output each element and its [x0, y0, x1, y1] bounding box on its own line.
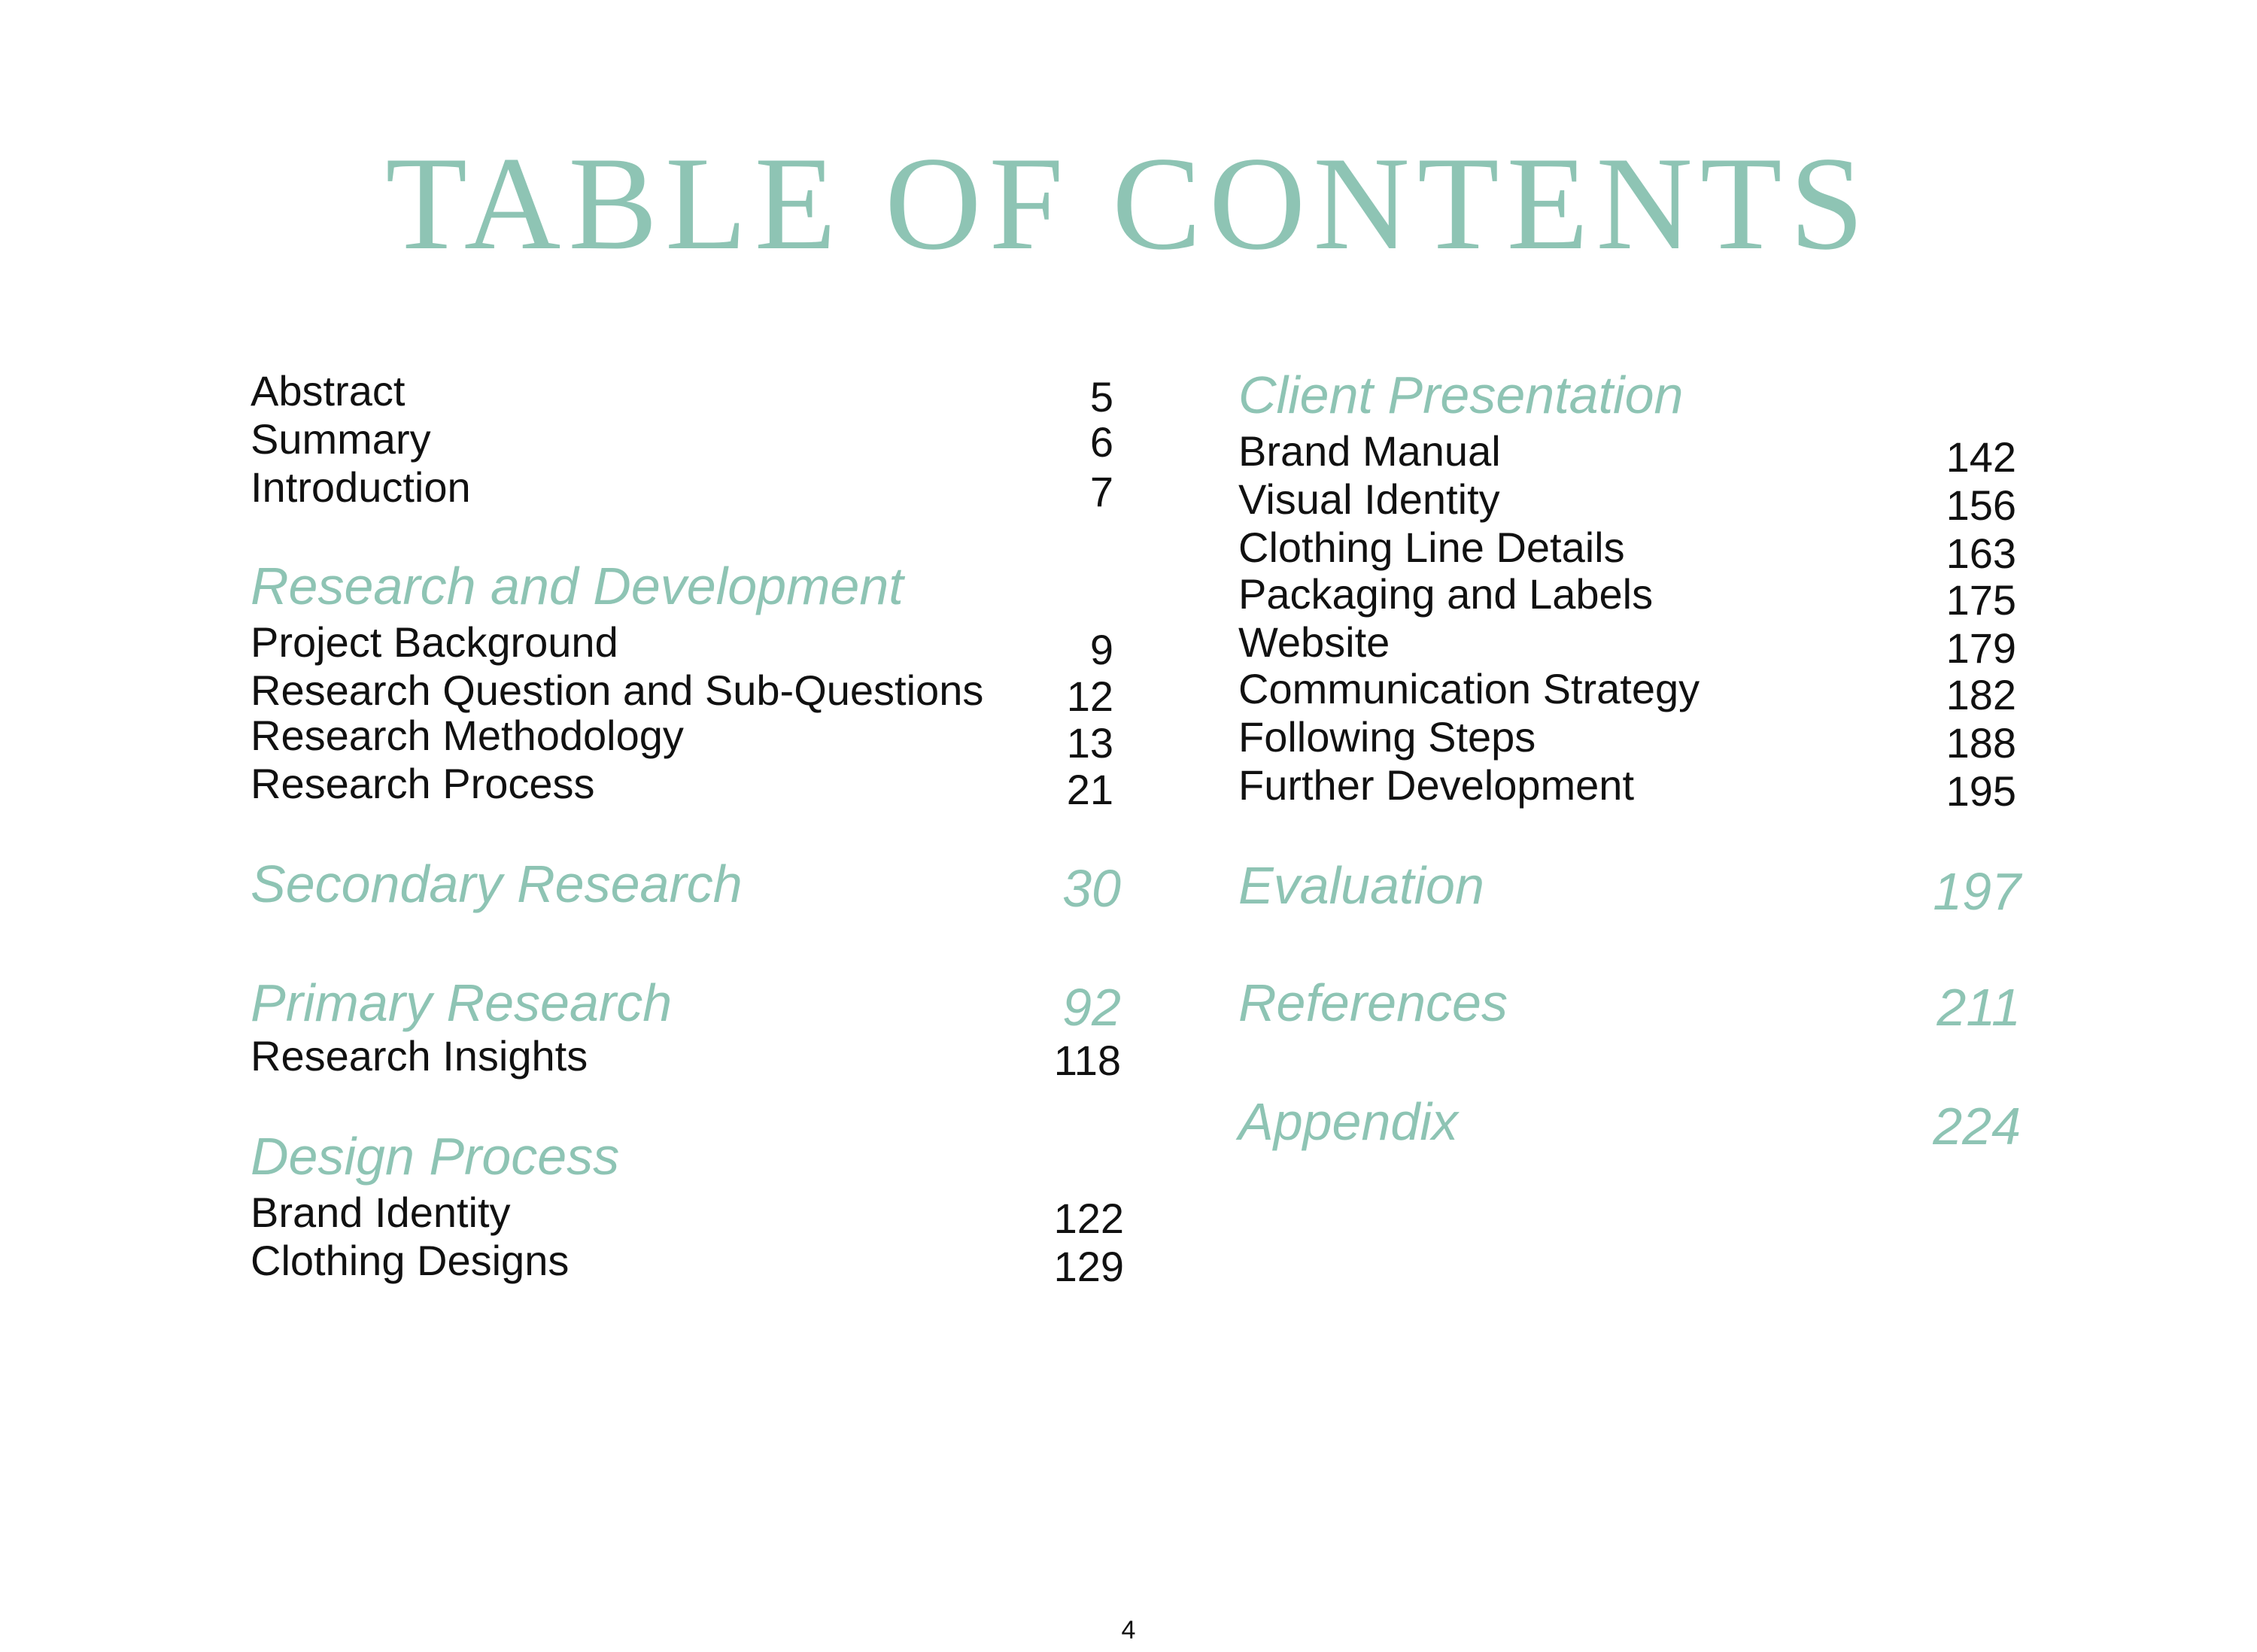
toc-section-page: 30 [1062, 859, 1121, 918]
toc-section-heading: Evaluation [1238, 856, 1484, 915]
toc-entry-page: 9 [1089, 626, 1113, 673]
toc-entry-label: Further Development [1238, 761, 1635, 809]
toc-entry-label: Following Steps [1238, 713, 1536, 761]
toc-section-page: 224 [1933, 1097, 2021, 1155]
toc-entry-page: 129 [1053, 1243, 1124, 1290]
toc-entry-label: Brand Identity [251, 1189, 511, 1236]
toc-entry-page: 142 [1946, 433, 2016, 481]
toc-entry-page: 175 [1946, 576, 2016, 624]
toc-entry-label: Summary [251, 415, 431, 463]
toc-section-heading: References [1238, 973, 1508, 1032]
toc-entry-label: Communication Strategy [1238, 665, 1700, 712]
toc-section-heading: Client Presentation [1238, 366, 1684, 424]
toc-section-page: 92 [1062, 978, 1121, 1037]
toc-entry-label: Introduction [251, 463, 471, 511]
toc-section-heading: Secondary Research [251, 855, 743, 913]
toc-entry-label: Research Process [251, 760, 595, 807]
toc-entry-page: 156 [1946, 481, 2016, 529]
toc-entry-label: Packaging and Labels [1238, 570, 1654, 618]
toc-section-heading: Research and Development [251, 557, 904, 615]
toc-entry-page: 188 [1946, 719, 2016, 767]
toc-section-heading: Appendix [1238, 1092, 1458, 1151]
toc-entry-label: Clothing Line Details [1238, 524, 1625, 571]
toc-section-heading: Design Process [251, 1127, 620, 1186]
toc-entry-page: 13 [1066, 719, 1113, 767]
toc-entry-page: 7 [1089, 468, 1113, 515]
toc-entry-page: 21 [1066, 766, 1113, 813]
toc-entry-label: Brand Manual [1238, 427, 1501, 475]
toc-entry-label: Abstract [251, 367, 406, 415]
page-title: TABLE OF CONTENTS [385, 129, 1872, 278]
toc-entry-page: 118 [1053, 1037, 1121, 1084]
toc-entry-page: 163 [1946, 530, 2016, 577]
toc-entry-label: Clothing Designs [251, 1237, 570, 1284]
toc-entry-page: 122 [1053, 1195, 1124, 1242]
toc-entry-label: Project Background [251, 618, 618, 666]
toc-entry-page: 182 [1946, 671, 2016, 718]
toc-section-page: 211 [1937, 978, 2021, 1037]
toc-entry-page: 195 [1946, 767, 2016, 815]
toc-section-page: 197 [1933, 862, 2021, 921]
toc-entry-page: 5 [1089, 373, 1113, 421]
page-number: 4 [1121, 1616, 1136, 1644]
toc-entry-page: 179 [1946, 624, 2016, 672]
toc-entry-page: 12 [1066, 673, 1113, 720]
toc-entry-label: Research Question and Sub-Questions [251, 667, 984, 714]
toc-entry-label: Website [1238, 618, 1390, 666]
toc-section-heading: Primary Research [251, 973, 673, 1032]
toc-entry-page: 6 [1089, 418, 1113, 466]
toc-entry-label: Research Insights [251, 1032, 588, 1080]
toc-entry-label: Research Methodology [251, 712, 684, 759]
toc-entry-label: Visual Identity [1238, 475, 1500, 523]
